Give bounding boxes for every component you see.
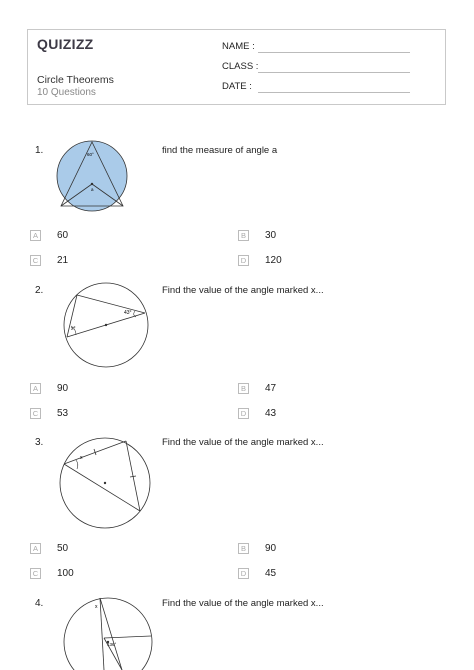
quizizz-logo: QUIZIZZ — [37, 36, 94, 52]
option-text[interactable]: 50 — [57, 543, 69, 554]
question-number: 3. — [35, 437, 44, 448]
question-number: 2. — [35, 285, 44, 296]
option-letter-b[interactable]: B — [238, 230, 249, 241]
question-text: Find the value of the angle marked x... — [162, 285, 324, 296]
figure-label: x — [95, 604, 98, 610]
option-text[interactable]: 90 — [57, 383, 69, 394]
name-field[interactable] — [258, 52, 410, 53]
inscribed-angle-figure-1 — [56, 140, 130, 214]
option-letter-d[interactable]: D — [238, 408, 249, 419]
question-number: 1. — [35, 145, 44, 156]
question-count: 10 Questions — [37, 87, 96, 98]
figure-label: x — [80, 455, 83, 461]
date-label: DATE : — [222, 81, 252, 92]
option-text[interactable]: 100 — [57, 568, 74, 579]
inscribed-angle-figure-2 — [62, 281, 150, 369]
inscribed-angle-figure-4 — [64, 596, 154, 670]
option-text[interactable]: 47 — [265, 383, 277, 394]
option-text[interactable]: 21 — [57, 255, 69, 266]
question-text: find the measure of angle a — [162, 145, 278, 156]
option-letter-d[interactable]: D — [238, 255, 249, 266]
option-letter-c[interactable]: C — [30, 255, 41, 266]
question-text: Find the value of the angle marked x... — [162, 437, 324, 448]
option-text[interactable]: 53 — [57, 408, 69, 419]
option-letter-c[interactable]: C — [30, 408, 41, 419]
class-field[interactable] — [258, 72, 410, 73]
inscribed-angle-figure-3 — [59, 437, 151, 529]
figure-label: 136° — [107, 642, 117, 647]
figure-label: 60° — [87, 152, 94, 157]
option-letter-a[interactable]: A — [30, 230, 41, 241]
option-text[interactable]: 120 — [265, 255, 282, 266]
option-text[interactable]: 90 — [265, 543, 277, 554]
option-text[interactable]: 30 — [265, 230, 277, 241]
option-letter-c[interactable]: C — [30, 568, 41, 579]
option-letter-a[interactable]: A — [30, 543, 41, 554]
worksheet-title: Circle Theorems — [37, 74, 114, 86]
question-number: 4. — [35, 598, 44, 609]
option-text[interactable]: 43 — [265, 408, 277, 419]
name-label: NAME : — [222, 41, 255, 52]
figure-label: x° — [71, 326, 76, 332]
class-label: CLASS : — [222, 61, 259, 72]
option-letter-d[interactable]: D — [238, 568, 249, 579]
option-text[interactable]: 60 — [57, 230, 69, 241]
figure-label: a — [91, 187, 94, 192]
figure-label: 43° — [124, 310, 132, 316]
question-text: Find the value of the angle marked x... — [162, 598, 324, 609]
date-field[interactable] — [258, 92, 410, 93]
option-letter-b[interactable]: B — [238, 543, 249, 554]
option-text[interactable]: 45 — [265, 568, 277, 579]
option-letter-b[interactable]: B — [238, 383, 249, 394]
option-letter-a[interactable]: A — [30, 383, 41, 394]
